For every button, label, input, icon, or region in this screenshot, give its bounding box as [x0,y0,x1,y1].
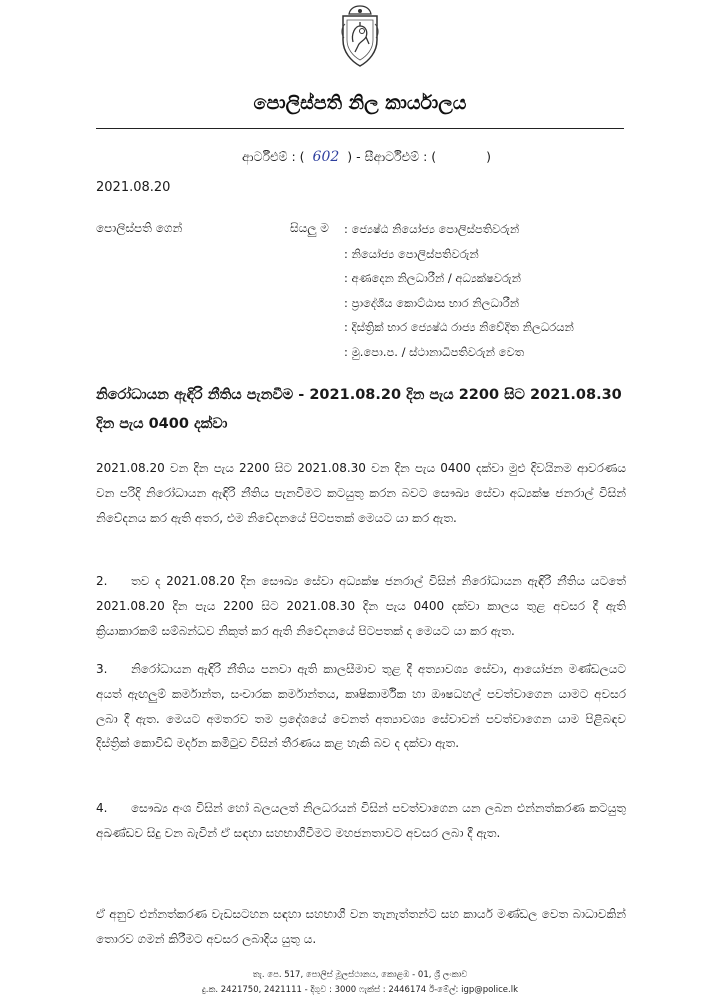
reference-prefix: ආර්ටීඑම් : ( [242,149,305,164]
paragraph-5 [96,902,626,952]
footer [0,968,720,998]
reference-middle: ) - සීආර්ටීඑම් : ( [347,149,437,164]
paragraph-text: ඒ අනුව එන්නත්කරණ වැඩසටහන සඳහා සහභාගී වන තැනැත්තන්ට සහ කාර්ය මණ්ඩල වෙත බාධාවකින් තොරව ගමන් කිරීමට අවසර ලබාදිය යුතු ය. [96,907,626,946]
paragraph-text: නිරෝධායන ඇඳිරි නීතිය පනවා ඇති කාලසීමාව තුළ දී අත්‍යාවශ්‍ය සේවා, ආයෝජන මණ්ඩලයට අයත් ඇඟලුම් කර්මාන්ත, සංචාරක කර්මාන්තය, කෘෂිකාර්මික හා ඖෂධහල් පවත්වාගෙන යාමට අවසර ලබා දී ඇත. මෙයට අමතරව තම ප්‍රදේශයේ වෙනත් අත්‍යාවශ්‍ය සේවාවන් පවත්වාගෙන යාම පිළිබඳව දිස්ත්‍රික් කොවිඩ් මර්දන කමිටුව විසින් තීරණය කළ හැකි බව ද දක්වා ඇත. [96,662,626,751]
paragraph-text: තව ද 2021.08.20 දින සෞඛ්‍ය සේවා අධ්‍යක්ෂ ජනරාල් විසින් නිරෝධායන ඇඳිරි නීතිය යටතේ 2021.08.20 දින පැය 2200 සිට 2021.08.30 දින පැය 0400 දක්වා කාලය තුළ අවසර දී ඇති ක්‍රියාකාරකම් සම්බන්ධව නිකුත් කර ඇති නිවේදනයේ පිටපතක් ද මෙයට යා කර ඇත. [96,574,626,638]
recipient-item: : ජ්‍යෙෂ්ඨ නියෝජ්‍ය පොලිස්පතිවරුන් [344,222,520,236]
recipient-item: : ප්‍රාදේශීය කොට්ඨාස භාර නිලධාරීන් [344,295,520,310]
subject-heading: නිරෝධායන ඇඳිරි නීතිය පැනවීම - 2021.08.20 දින පැය 2200 සිට 2021.08.30 දින පැය 0400 දක්වා [96,387,622,432]
all-label: සියලු ම [290,221,329,235]
paragraph-number: 2. [96,574,108,588]
paragraph-3 [96,657,626,756]
office-title: පොලිස්පති නිල කාර්යාලය [253,92,467,114]
reference-number: 602 [312,149,340,165]
footer-contact: දු.ක. 2421750, 2421111 - දිගුව : 3000 ෆැක්ස් : 2446174 ඊ-මේල්: igp@police.lk [201,985,518,995]
paragraph-text: 2021.08.20 වන දින පැය 2200 සිට 2021.08.30 වන දින පැය 0400 දක්වා මුළු දිවයිනම ආවරණය වන පරිදි නිරෝධායන ඇඳිරි නීතිය පැනවීමට කටයුතු කරන බවට සෞඛ්‍ය සේවා අධ්‍යක්ෂ ජනරාල් විසින් නිවේදනය කර ඇති අතර, එම නිවේදනයේ පිටපතක් මෙයට යා කර ඇත. [96,461,626,525]
recipient-list [344,220,574,368]
paragraph-text: සෞඛ්‍ය අංශ විසින් හෝ බලයලත් නිලධරයන් විසින් පවත්වාගෙන යන ලබන එන්නත්කරණ කටයුතු අඛණ්ඩව සිදු වන බැවින් ඒ සඳහා සහභාගීවීමට මහජනතාවට අවසර ලබා දී ඇත. [96,801,626,840]
reference-line [242,149,491,165]
paragraph-1 [96,456,626,530]
sender-label: පොලිස්පති ගෙන් [96,221,183,235]
police-emblem-icon [333,4,387,68]
paragraph-number: 3. [96,662,108,676]
reference-suffix: ) [486,149,491,164]
paragraph-2 [96,569,626,643]
footer-address: තැ. පෙ. 517, පොලිස් මූලස්ථානය, කොළඹ - 01, ශ්‍රී ලංකාව [252,970,468,980]
paragraph-4 [96,796,626,846]
letter-date: 2021.08.20 [96,180,171,195]
header-divider [96,128,624,129]
recipient-item: : නියෝජ්‍ය පොලිස්පතිවරුන් [344,246,479,261]
recipient-item: : අණදෙන නිලධාරීන් / අධ්‍යක්ෂවරුන් [344,271,522,286]
recipient-item: : දිස්ත්‍රික් භාර ජ්‍යෙෂ්ඨ රාජ්‍ය නිවේදිත නිලධරයන් [344,320,574,335]
paragraph-number: 4. [96,801,108,815]
recipient-item: : මු.පො.ප. / ස්ථානාධිපතිවරුන් වෙත [344,344,525,359]
